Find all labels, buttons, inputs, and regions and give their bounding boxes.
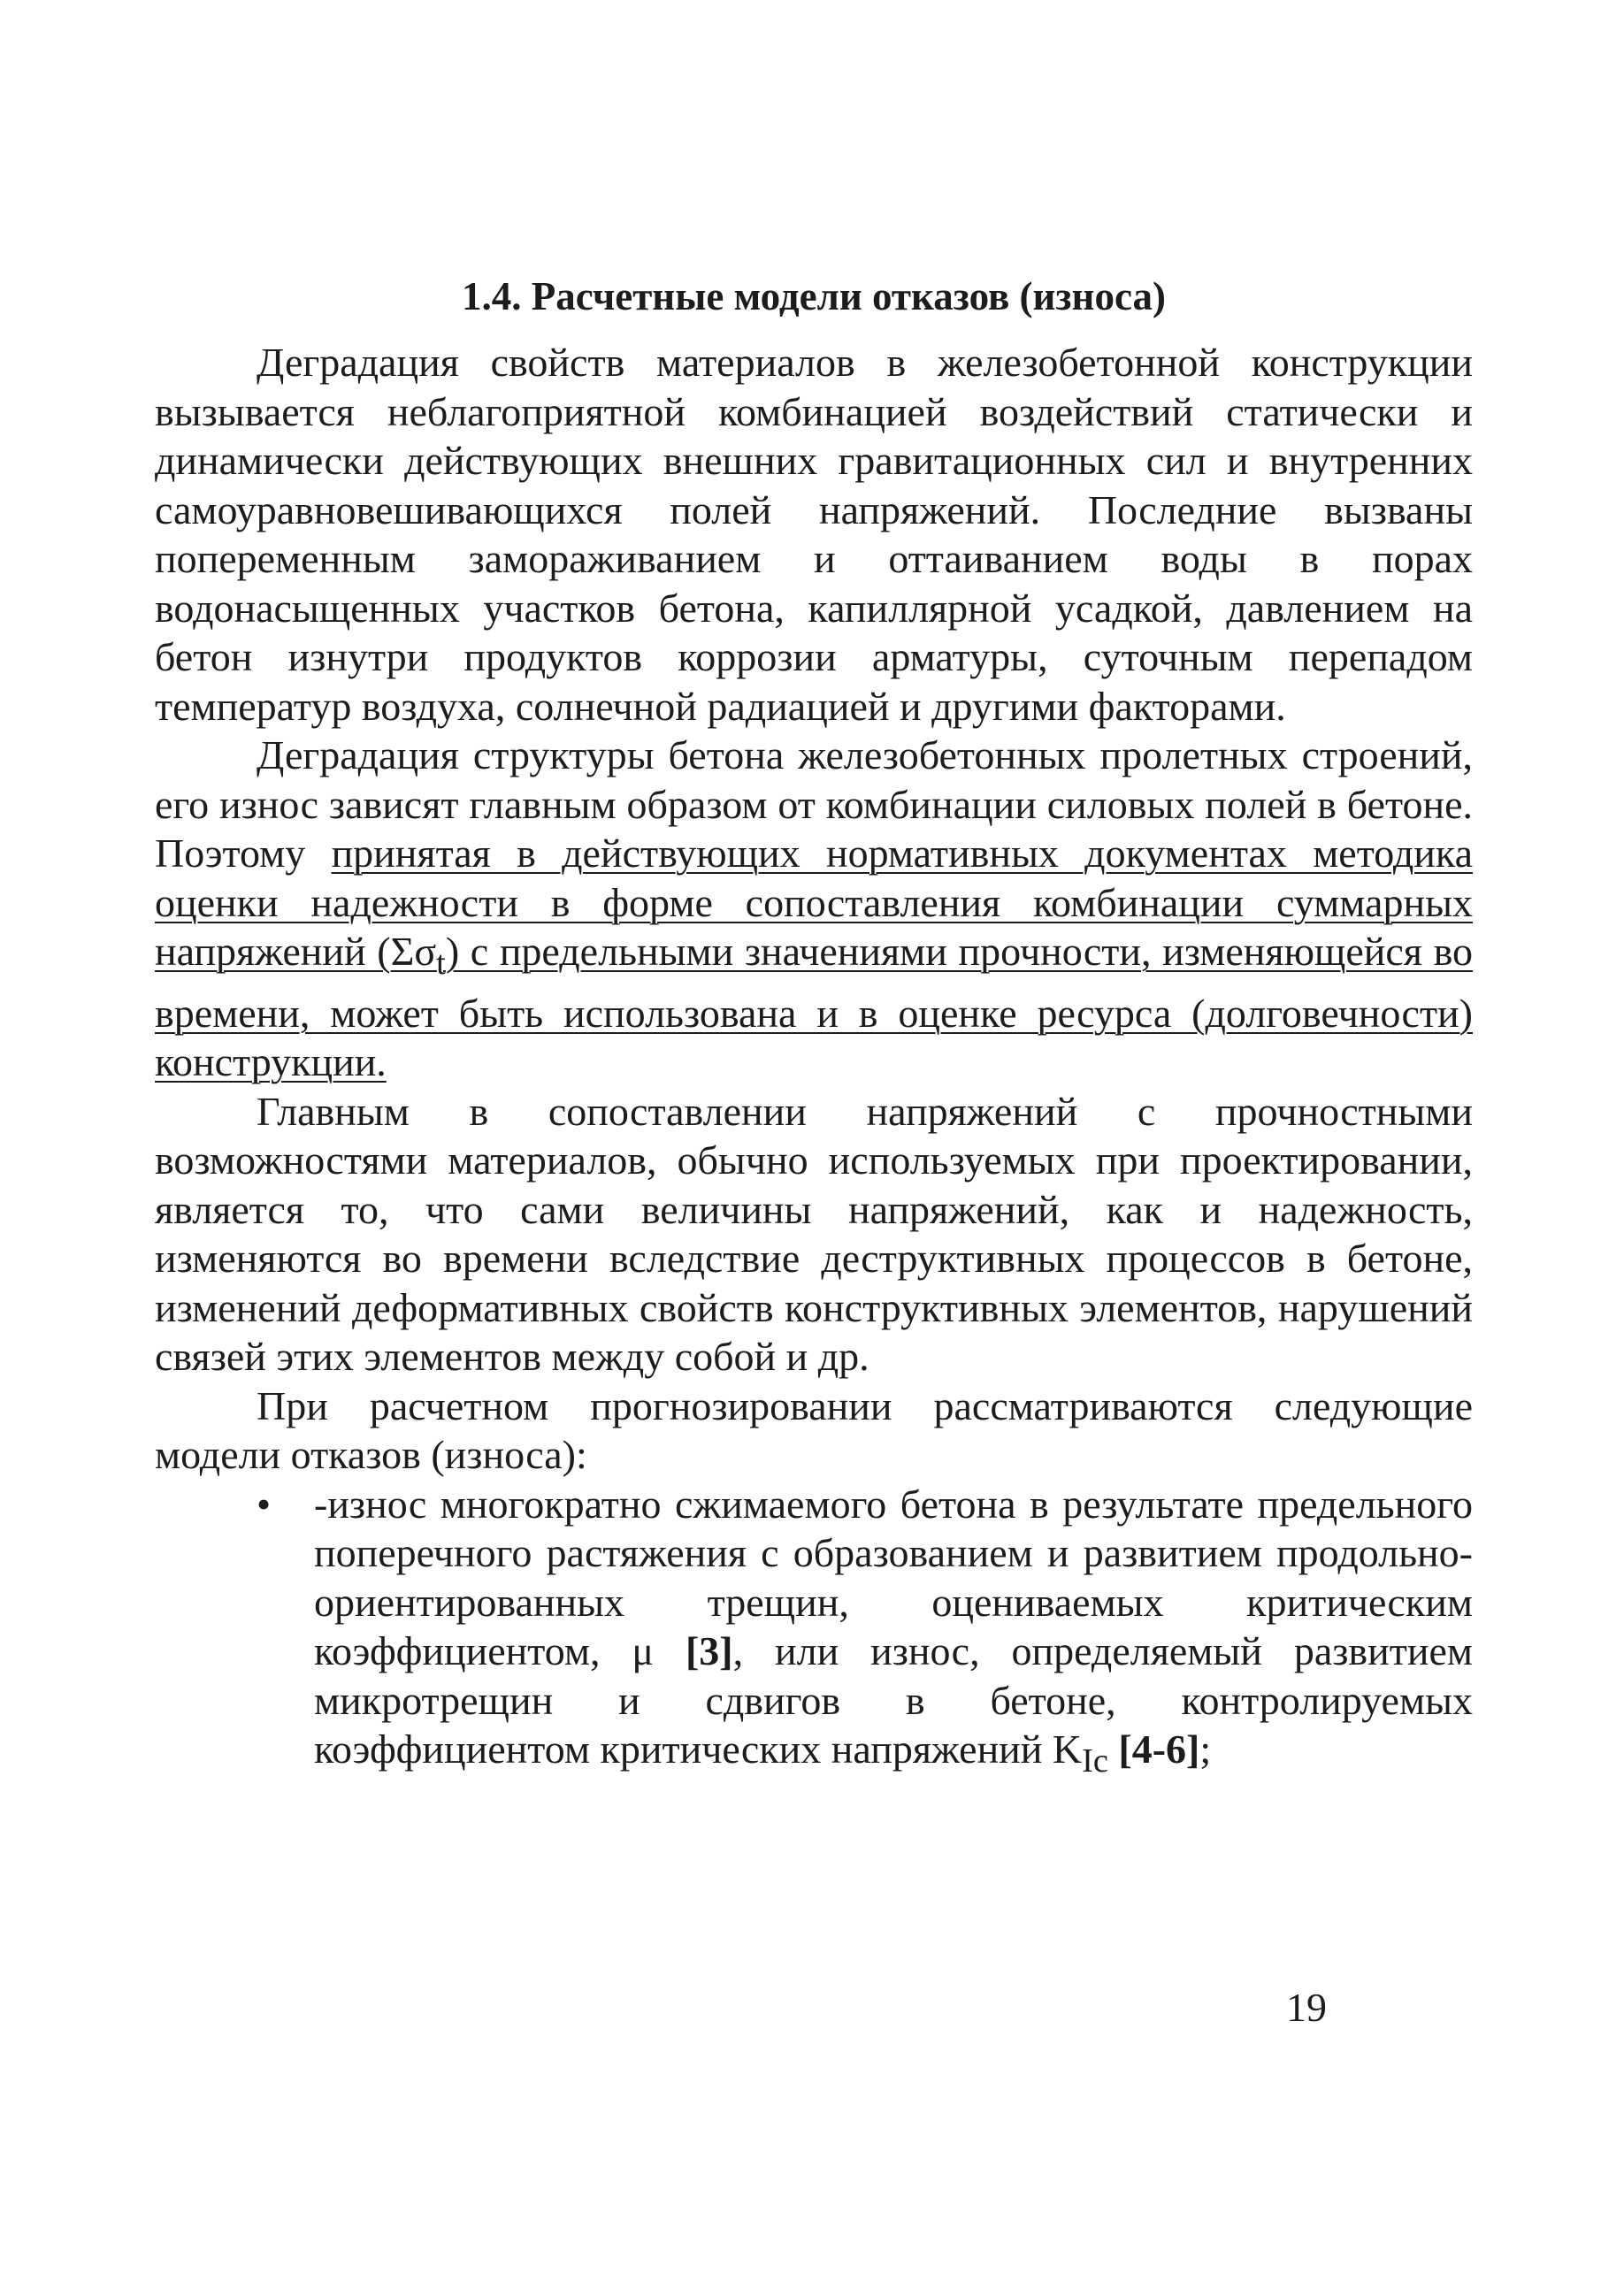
bullet-icon: •: [257, 1481, 272, 1527]
paragraph-3: Главным в сопоставлении напряжений с прочностными возможностями материалов, обычно используемых при проектировании, является то, что сами величины напряжений, как и надежность, изменяются во времени вследствие деструктивных процессов в бетоне, изменений деформативных свойств конструктивных элементов, нарушений связей этих элементов между собой и др.: [155, 1088, 1473, 1380]
section-heading: 1.4. Расчетные модели отказов (износа): [462, 274, 1166, 318]
list-item-part-1: -износ многократно сжимаемого бетона в результате предельного поперечного растяжения с образованием и развитием продольно-ориентированных трещин, оцениваемых критическим коэффициентом, μ: [314, 1481, 1473, 1674]
paragraph-1: Деградация свойств материалов в железобетонной конструкции вызывается неблагоприятной комбинацией воздействий статически и динамически действующих внешних гравитационных сил и внутренних самоуравновешивающихся полей напряжений. Последние вызваны попеременным замораживанием и оттаиванием воды в порах водонасыщенных участков бетона, капиллярной усадкой, давлением на бетон изнутри продуктов коррозии арматуры, суточным перепадом температур воздуха, солнечной радиацией и другими факторами.: [155, 340, 1473, 729]
failure-models-list: [155, 1480, 1473, 1787]
paragraph-2-underlined-tail: ) с предельными значениями прочности, изменяющейся во времени, может быть использована и в оценке ресурса (долговечности) конструкции.: [155, 929, 1473, 1085]
paragraph-2: [155, 731, 1473, 1087]
list-item: [155, 1480, 1473, 1787]
paragraph-2-underlined: [155, 831, 1473, 1084]
list-item-part-2: , или износ, определяемый развитием микротрещин и сдвигов в бетоне, контролируемых коэффициентом критических напряжений K: [314, 1628, 1473, 1772]
body-text: [155, 338, 1473, 1787]
kic-subscript: Ic: [1082, 1742, 1108, 1780]
list-item-part-3: [1108, 1726, 1119, 1772]
paragraph-2-underlined-text: принятая в действующих нормативных документах методика оценки надежности в форме сопоставления комбинации суммарных напряжений (Σσ: [155, 831, 1473, 974]
paragraph-2-lead: Деградация структуры бетона железобетонных пролетных строений, его износ зависят главным образом от комбинации силовых полей в бетоне. Поэтому: [155, 732, 1473, 876]
sigma-subscript: t: [436, 945, 446, 983]
list-item-part-4: ;: [1199, 1726, 1212, 1772]
page-number: 19: [1286, 1985, 1327, 2030]
list-item-text: [314, 1480, 1473, 1787]
reference-1: [3]: [685, 1628, 733, 1674]
paragraph-4: При расчетном прогнозировании рассматриваются следующие модели отказов (износа):: [155, 1382, 1473, 1478]
reference-2: [4-6]: [1118, 1726, 1200, 1772]
